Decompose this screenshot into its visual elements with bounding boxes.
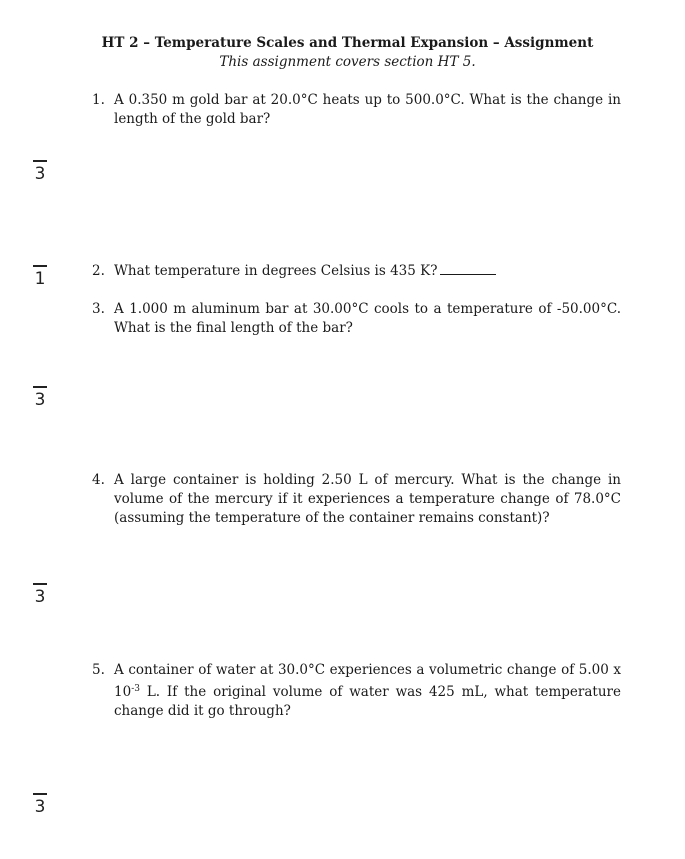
mark-bar [33, 583, 47, 585]
question-text: What temperature in degrees Celsius is 435 K? [114, 263, 438, 279]
points-mark-5 [28, 793, 52, 817]
question-2 [92, 262, 621, 281]
question-number: 1. [92, 92, 105, 108]
question-text: A 1.000 m aluminum bar at 30.00°C cools to a temperature of -50.00°C. What is the final length of the bar? [114, 301, 621, 336]
mark-value: 3 [34, 390, 46, 410]
exponent: -3 [131, 684, 140, 694]
question-5 [92, 661, 621, 721]
mark-bar [33, 160, 47, 162]
question-3 [92, 300, 621, 338]
mark-bar [33, 386, 47, 388]
assignment-title: HT 2 – Temperature Scales and Thermal Expansion – Assignment [101, 35, 594, 51]
points-mark-3 [28, 386, 52, 410]
question-text: A container of water at 30.0°C experiences a volumetric change of 5.00 x $10^{-3}$ L. If the original volume of water was 425 mL, what temperature change did it go through? [114, 662, 621, 719]
assignment-subtitle: This assignment covers section HT 5. [219, 54, 476, 70]
question-text: A 0.350 m gold bar at 20.0°C heats up to 500.0°C. What is the change in length of the gold bar? [114, 92, 621, 127]
points-mark-2 [28, 265, 52, 289]
question-number: 2. [92, 263, 105, 279]
question-number: 5. [92, 662, 105, 678]
mark-value: 1 [34, 269, 46, 289]
mark-bar [33, 265, 47, 267]
mark-value: 3 [34, 587, 46, 607]
answer-blank[interactable] [440, 262, 496, 275]
mark-value: 3 [34, 797, 46, 817]
question-number: 3. [92, 301, 105, 317]
question-4 [92, 471, 621, 528]
mark-bar [33, 793, 47, 795]
question-1 [92, 91, 621, 129]
points-mark-4 [28, 583, 52, 607]
points-mark-1 [28, 160, 52, 184]
question-text: A large container is holding 2.50 L of mercury. What is the change in volume of the mercury if it experiences a temperature change of 78.0°C (assuming the temperature of the container remains constant)? [114, 472, 621, 526]
mark-value: 3 [34, 164, 46, 184]
question-number: 4. [92, 472, 105, 488]
